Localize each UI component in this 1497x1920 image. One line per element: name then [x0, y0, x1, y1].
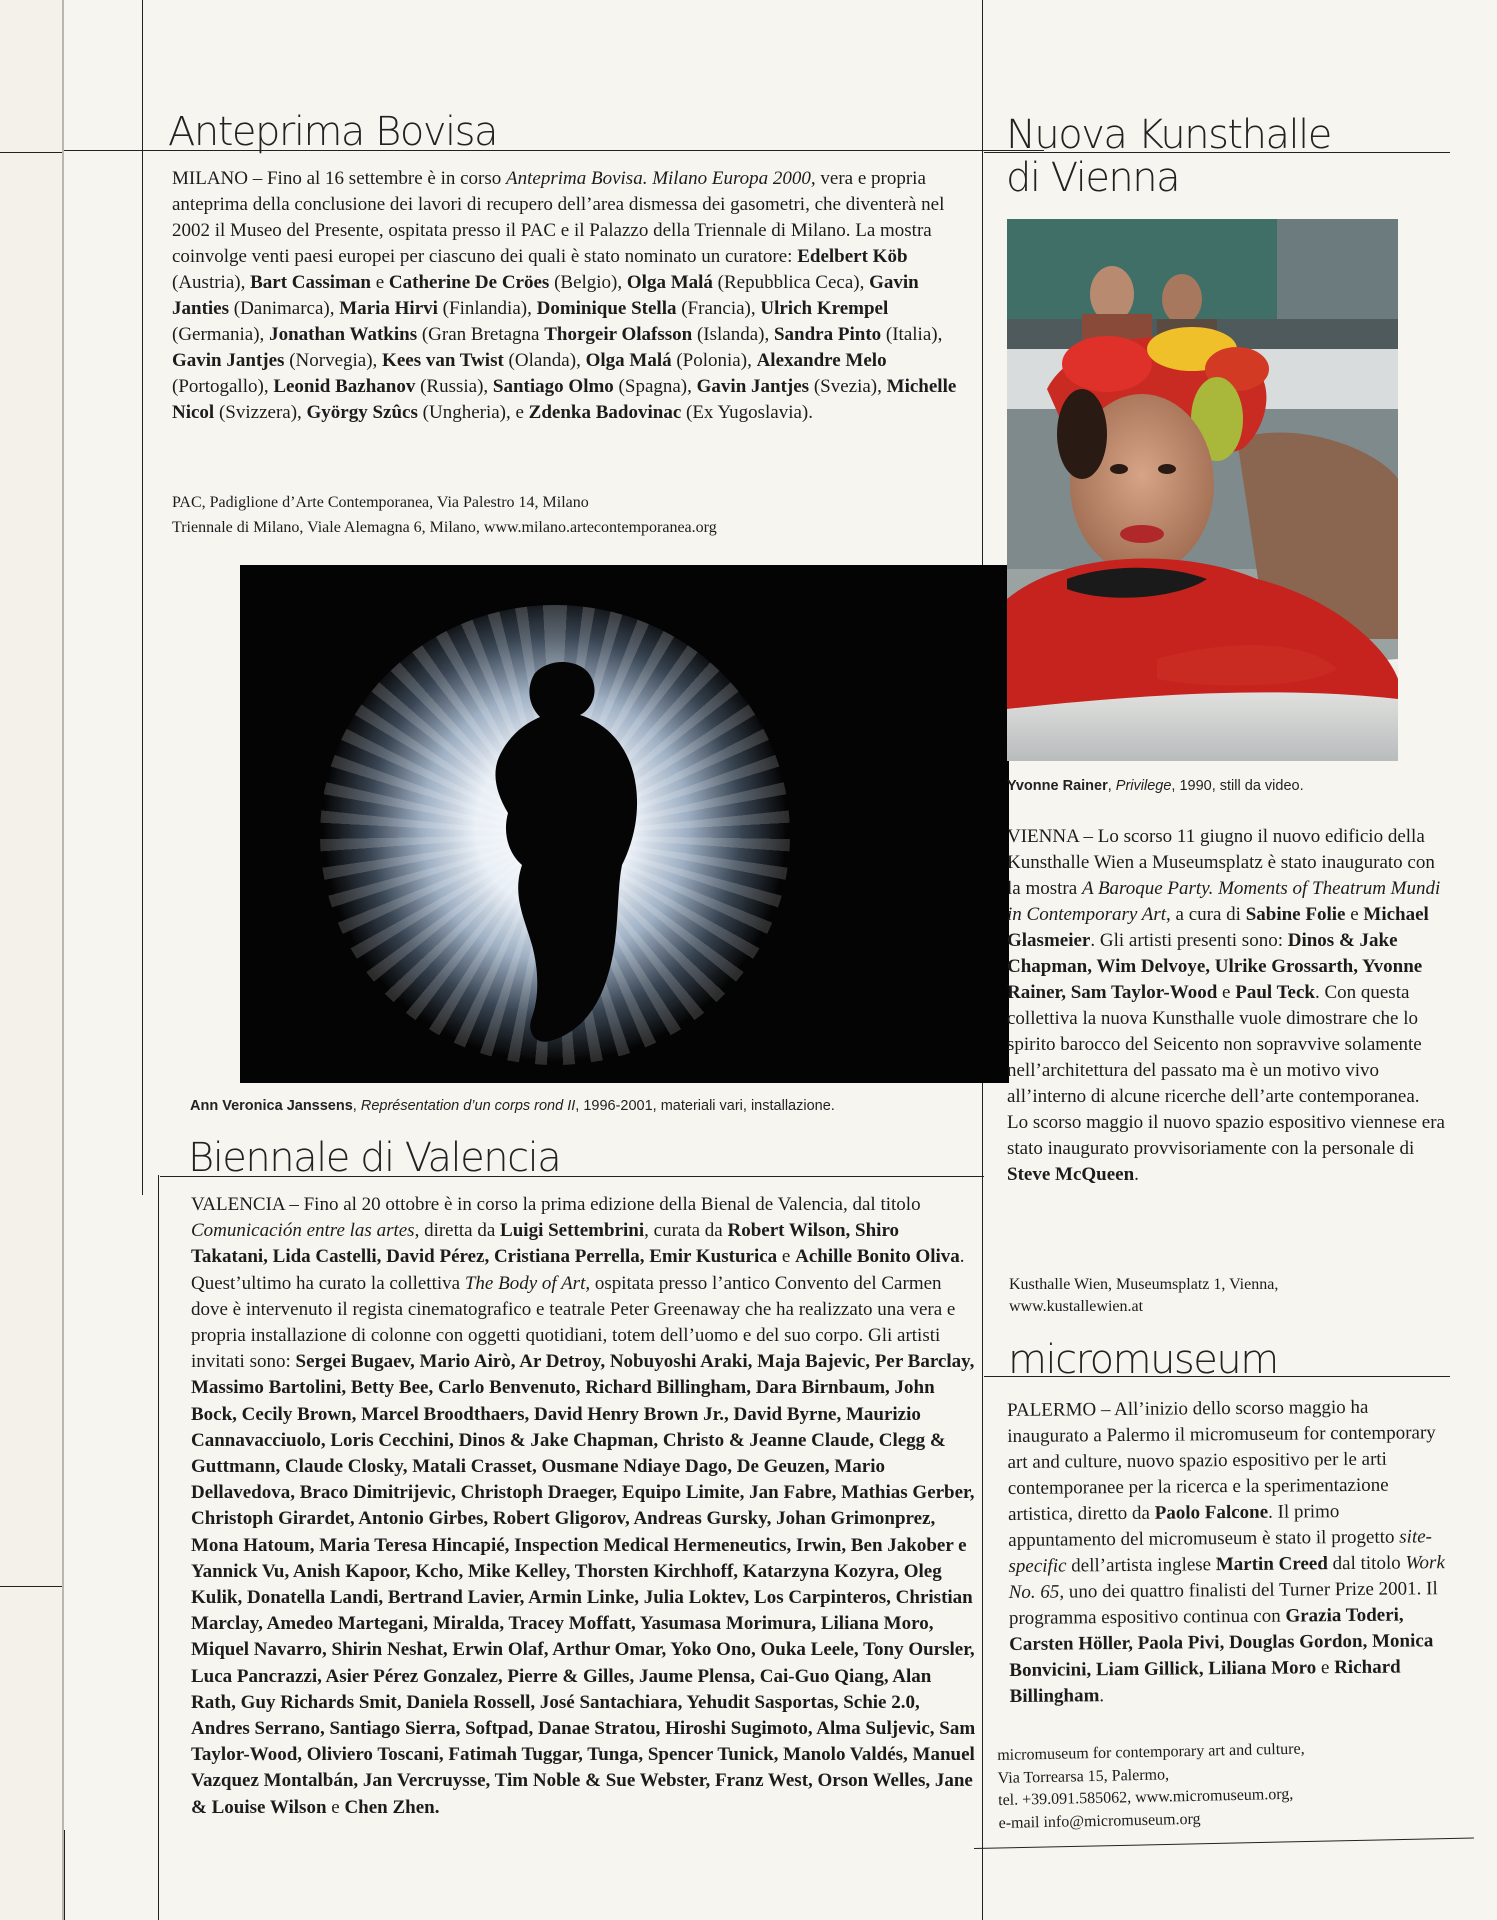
- rainer-still-image: [1007, 219, 1398, 761]
- valencia-paragraph: VALENCIA – Fino al 20 ottobre è in corso la prima edizione della Bienal de Valencia, dal titolo Comunicación entre las artes, diretta da Luigi Settembrini, curata da Robert Wilson, Shiro Takatani, Lida Castelli, David Pérez, Cristiana Perrella, Emir Kusturica e Achille Bonito Oliva. Quest’ultimo ha curato la collettiva The Body of Art, ospitata presso l’antico Convento del Carmen dove è intervenuto il regista cinematografico e teatrale Peter Greenaway che ha realizzato una vera e propria installazione di colonne con oggetti quotidiani, totem dell’uomo e del suo corpo. Gli artisti invitati sono: Sergei Bugaev, Mario Airò, Ar Detroy, Nobuyoshi Araki, Maja Bajevic, Per Barclay, Massimo Bartolini, Betty Bee, Carlo Benvenuto, Richard Billingham, Dara Birnbaum, John Bock, Cecily Brown, Marcel Broodthaers, David Henry Brown Jr., David Byrne, Maurizio Cannavacciuolo, Loris Cecchini, Dinos & Jake Chapman, Christo & Jeanne Claude, Clegg & Guttmann, Claude Closky, Matali Crasset, Ousmane Ndiaye Dago, De Geuzen, Mario Dellavedova, Braco Dimitrijevic, Christoph Draeger, Equipo Limite, Jan Fabre, Mathias Gerber, Christoph Girardet, Antonio Girbes, Robert Gligorov, Andreas Gursky, Johan Grimonprez, Mona Hatoum, Maria Teresa Hincapié, Inspection Medical Hermeneutics, Irwin, Ben Jakober e Yannick Vu, Anish Kapoor, Kcho, Mike Kelley, Thorsten Kirchhoff, Katarzyna Kozyra, Oleg Kulik, Donatella Landi, Bertrand Lavier, Armin Linke, Julia Loktev, Los Carpinteros, Christian Marclay, Amedeo Martegani, Miralda, Tracey Moffatt, Yasumasa Morimura, Liliana Moro, Miquel Navarro, Shirin Neshat, Erwin Olaf, Arthur Omar, Yoko Ono, Ouka Leele, Tony Oursler, Luca Pancrazzi, Asier Pérez Gonzalez, Pierre & Gilles, Jaume Plensa, Cai-Guo Qiang, Alan Rath, Guy Richards Smit, Daniela Rossell, José Santachiara, Yehudit Sasportas, Schie 2.0, Andres Serrano, Santiago Sierra, Softpad, Danae Stratou, Hiroshi Sugimoto, Alma Suljevic, Sam Taylor-Wood, Oliviero Toscani, Fatimah Tuggar, Tunga, Spencer Tunick, Manolo Valdés, Manuel Vazquez Montalbán, Jan Vercruysse, Tim Noble & Sue Webster, Franz West, Orson Welles, Jane & Louise Wilson e Chen Zhen.: [191, 1194, 976, 1818]
- micromuseum-address-2: Via Torrearsa 15, Palermo,: [997, 1765, 1170, 1787]
- micromuseum-title: micromuseum: [1008, 1337, 1278, 1383]
- kunsthalle-title-line-1: Nuova Kunsthalle: [1006, 112, 1331, 158]
- anteprima-paragraph: MILANO – Fino al 16 settembre è in corso Anteprima Bovisa. Milano Europa 2000, vera e propria anteprima della conclusione dei lavori di recupero dell’area dismessa dei gasometri, che diventerà nel 2002 il Museo del Presente, ospitata presso il PAC e il Palazzo della Triennale di Milano. La mostra coinvolge venti paesi europei per ciascuno dei quali è stato nominato un curatore: Edelbert Köb (Austria), Bart Cassiman e Catherine De Cröes (Belgio), Olga Malá (Repubblica Ceca), Gavin Janties (Danimarca), Maria Hirvi (Finlandia), Dominique Stella (Francia), Ulrich Krempel (Germania), Jonathan Watkins (Gran Bretagna Thorgeir Olafsson (Islanda), Sandra Pinto (Italia), Gavin Jantjes (Norvegia), Kees van Twist (Olanda), Olga Malá (Polonia), Alexandre Melo (Portogallo), Leonid Bazhanov (Russia), Santiago Olmo (Spagna), Gavin Jantjes (Svezia), Michelle Nicol (Svizzera), György Szûcs (Ungheria), e Zdenka Badovinac (Ex Yugoslavia).: [172, 168, 957, 423]
- janssens-caption: Ann Veronica Janssens, Représentation d’un corps rond II, 1996-2001, materiali vari, installazione.: [190, 1098, 835, 1114]
- micromuseum-address-4: e-mail info@micromuseum.org: [998, 1810, 1201, 1832]
- kunsthalle-address-1: Kusthalle Wien, Museumsplatz 1, Vienna,: [1009, 1276, 1279, 1293]
- anteprima-venue-pac: PAC, Padiglione d’Arte Contemporanea, Via Palestro 14, Milano: [172, 494, 589, 511]
- rainer-caption: Yvonne Rainer, Privilege, 1990, still da video.: [1007, 778, 1304, 794]
- kunsthalle-paragraph: VIENNA – Lo scorso 11 giugno il nuovo edificio della Kunsthalle Wien a Museumsplatz è stato inaugurato con la mostra A Baroque Party. Moments of Theatrum Mundi in Contemporary Art, a cura di Sabine Folie e Michael Glasmeier. Gli artisti presenti sono: Dinos & Jake Chapman, Wim Delvoye, Ulrike Grossarth, Yvonne Rainer, Sam Taylor-Wood e Paul Teck. Con questa collettiva la nuova Kunsthalle vuole dimostrare che lo spirito barocco del Seicento non sopravvive solamente nell’architettura del passato ma è un motivo vivo all’interno di alcune ricerche dell’arte contemporanea. Lo scorso maggio il nuovo spazio espositivo viennese era stato inaugurato provvisoriamente con la personale di Steve McQueen.: [1007, 826, 1445, 1185]
- kunsthalle-title-line-2: di Vienna: [1006, 155, 1180, 201]
- left-page-edge: [0, 0, 64, 1920]
- page-rule: [0, 152, 62, 153]
- micromuseum-address-1: micromuseum for contemporary art and culture,: [997, 1740, 1305, 1764]
- column-rule: [142, 0, 143, 1195]
- column-rule: [158, 1175, 159, 1920]
- micromuseum-paragraph: PALERMO – All’inizio dello scorso maggio ha inaugurato a Palermo il micromuseum for contemporary art and culture, nuovo spazio espositivo per le arti contemporanee per la ricerca e la sperimentazione artistica, diretto da Paolo Falcone. Il primo appuntamento del micromuseum è stato il progetto site-specific dell’artista inglese Martin Creed dal titolo Work No. 65, uno dei quattro finalisti del Turner Prize 2001. Il programma espositivo continua con Grazia Toderi, Carsten Höller, Paola Pivi, Douglas Gordon, Monica Bonvicini, Liam Gillick, Liliana Moro e Richard Billingham.: [1007, 1396, 1445, 1707]
- column-rule: [64, 1830, 65, 1920]
- micromuseum-address-3: tel. +39.091.585062, www.micromuseum.org,: [997, 1785, 1294, 1809]
- magazine-page: [64, 0, 1497, 1920]
- rainer-video-still: [1007, 219, 1398, 761]
- section-rule: [974, 1838, 1474, 1849]
- janssens-installation-photo: [240, 565, 1009, 1083]
- anteprima-title: Anteprima Bovisa: [168, 109, 497, 155]
- page-rule: [0, 1586, 62, 1587]
- micromuseum-address: [997, 1736, 1439, 1835]
- valencia-title: Biennale di Valencia: [188, 1135, 561, 1181]
- figure-silhouette: [240, 565, 1009, 1083]
- kunsthalle-address-2: www.kustallewien.at: [1009, 1298, 1144, 1315]
- anteprima-venue-triennale: Triennale di Milano, Viale Alemagna 6, Milano, www.milano.artecontemporanea.org: [172, 519, 717, 536]
